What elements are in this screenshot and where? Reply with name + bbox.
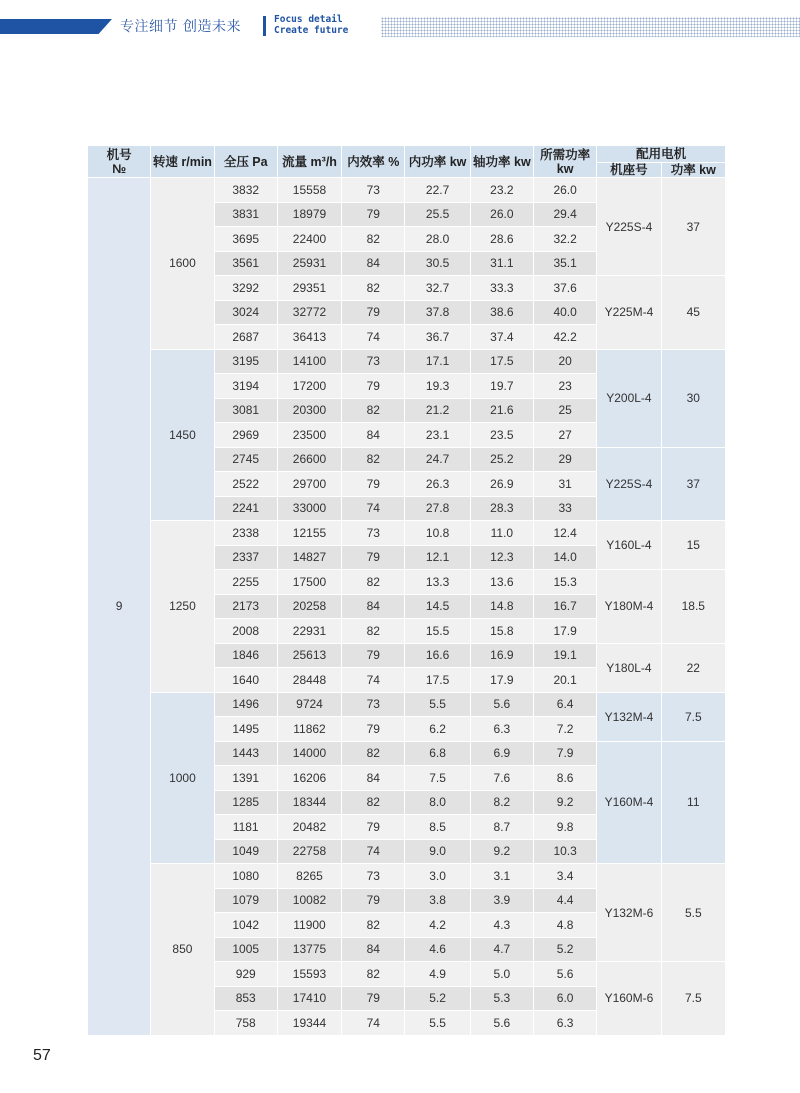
pressure-cell: 2338 xyxy=(214,521,277,546)
internal-power-cell: 9.0 xyxy=(405,839,470,864)
efficiency-cell: 82 xyxy=(342,570,405,595)
motor-power-cell: 7.5 xyxy=(661,692,725,741)
efficiency-cell: 74 xyxy=(342,496,405,521)
pressure-cell: 3832 xyxy=(214,178,277,203)
efficiency-cell: 74 xyxy=(342,1011,405,1036)
efficiency-cell: 82 xyxy=(342,962,405,987)
header-model-label: 机号 xyxy=(106,147,132,162)
required-power-cell: 32.2 xyxy=(534,227,597,252)
header-separator xyxy=(263,16,266,36)
internal-power-cell: 36.7 xyxy=(405,325,470,350)
motor-frame-cell: Y225M-4 xyxy=(597,276,661,350)
pressure-cell: 3695 xyxy=(214,227,277,252)
efficiency-cell: 79 xyxy=(342,374,405,399)
speed-cell: 850 xyxy=(151,864,214,1036)
motor-frame-cell: Y180M-4 xyxy=(597,570,661,644)
motor-frame-cell: Y225S-4 xyxy=(597,178,661,276)
header-internal-power: 内功率 kw xyxy=(405,146,470,178)
motor-power-cell: 22 xyxy=(661,643,725,692)
flow-cell: 8265 xyxy=(277,864,341,889)
header-flow: 流量 m³/h xyxy=(277,146,341,178)
speed-cell: 1000 xyxy=(151,692,214,864)
pressure-cell: 1846 xyxy=(214,643,277,668)
shaft-power-cell: 13.6 xyxy=(470,570,533,595)
shaft-power-cell: 37.4 xyxy=(470,325,533,350)
shaft-power-cell: 38.6 xyxy=(470,300,533,325)
flow-cell: 28448 xyxy=(277,668,341,693)
required-power-cell: 20.1 xyxy=(534,668,597,693)
required-power-cell: 25 xyxy=(534,398,597,423)
speed-cell: 1600 xyxy=(151,178,214,350)
motor-frame-cell: Y160L-4 xyxy=(597,521,661,570)
internal-power-cell: 4.6 xyxy=(405,937,470,962)
internal-power-cell: 25.5 xyxy=(405,202,470,227)
header-motor-frame: 机座号 xyxy=(597,163,661,178)
pressure-cell: 2255 xyxy=(214,570,277,595)
required-power-cell: 4.8 xyxy=(534,913,597,938)
efficiency-cell: 79 xyxy=(342,717,405,742)
pressure-cell: 1495 xyxy=(214,717,277,742)
flow-cell: 18344 xyxy=(277,790,341,815)
shaft-power-cell: 21.6 xyxy=(470,398,533,423)
efficiency-cell: 74 xyxy=(342,325,405,350)
flow-cell: 11900 xyxy=(277,913,341,938)
required-power-cell: 9.2 xyxy=(534,790,597,815)
internal-power-cell: 8.0 xyxy=(405,790,470,815)
efficiency-cell: 79 xyxy=(342,643,405,668)
pressure-cell: 2241 xyxy=(214,496,277,521)
internal-power-cell: 4.2 xyxy=(405,913,470,938)
shaft-power-cell: 5.6 xyxy=(470,692,533,717)
shaft-power-cell: 12.3 xyxy=(470,545,533,570)
pressure-cell: 1181 xyxy=(214,815,277,840)
shaft-power-cell: 28.3 xyxy=(470,496,533,521)
flow-cell: 20300 xyxy=(277,398,341,423)
motor-power-cell: 18.5 xyxy=(661,570,725,644)
efficiency-cell: 74 xyxy=(342,839,405,864)
required-power-cell: 26.0 xyxy=(534,178,597,203)
required-power-cell: 17.9 xyxy=(534,619,597,644)
internal-power-cell: 21.2 xyxy=(405,398,470,423)
header-pressure: 全压 Pa xyxy=(214,146,277,178)
internal-power-cell: 6.8 xyxy=(405,741,470,766)
shaft-power-cell: 5.6 xyxy=(470,1011,533,1036)
pressure-cell: 1640 xyxy=(214,668,277,693)
required-power-cell: 35.1 xyxy=(534,251,597,276)
flow-cell: 17500 xyxy=(277,570,341,595)
table-row xyxy=(88,521,726,546)
flow-cell: 22400 xyxy=(277,227,341,252)
pressure-cell: 3081 xyxy=(214,398,277,423)
efficiency-cell: 84 xyxy=(342,937,405,962)
flow-cell: 23500 xyxy=(277,423,341,448)
efficiency-cell: 79 xyxy=(342,545,405,570)
internal-power-cell: 7.5 xyxy=(405,766,470,791)
pressure-cell: 853 xyxy=(214,986,277,1011)
flow-cell: 18979 xyxy=(277,202,341,227)
flow-cell: 20482 xyxy=(277,815,341,840)
header-model-sub: № xyxy=(112,161,127,176)
pressure-cell: 1080 xyxy=(214,864,277,889)
motor-frame-cell: Y132M-6 xyxy=(597,864,661,962)
shaft-power-cell: 3.9 xyxy=(470,888,533,913)
shaft-power-cell: 23.2 xyxy=(470,178,533,203)
flow-cell: 10082 xyxy=(277,888,341,913)
efficiency-cell: 73 xyxy=(342,864,405,889)
table-body xyxy=(88,178,726,1036)
required-power-cell: 40.0 xyxy=(534,300,597,325)
header-accent-bar xyxy=(0,19,112,34)
flow-cell: 11862 xyxy=(277,717,341,742)
header-slogan-en-line2: Create future xyxy=(274,25,349,36)
required-power-cell: 20 xyxy=(534,349,597,374)
flow-cell: 13775 xyxy=(277,937,341,962)
required-power-cell: 9.8 xyxy=(534,815,597,840)
required-power-cell: 29 xyxy=(534,447,597,472)
motor-power-cell: 37 xyxy=(661,178,725,276)
header-shaft-power: 轴功率 kw xyxy=(470,146,533,178)
required-power-cell: 12.4 xyxy=(534,521,597,546)
flow-cell: 9724 xyxy=(277,692,341,717)
internal-power-cell: 23.1 xyxy=(405,423,470,448)
speed-cell: 1450 xyxy=(151,349,214,521)
efficiency-cell: 79 xyxy=(342,986,405,1011)
shaft-power-cell: 8.7 xyxy=(470,815,533,840)
efficiency-cell: 82 xyxy=(342,276,405,301)
efficiency-cell: 82 xyxy=(342,913,405,938)
shaft-power-cell: 33.3 xyxy=(470,276,533,301)
speed-cell: 1250 xyxy=(151,521,214,693)
pressure-cell: 1049 xyxy=(214,839,277,864)
flow-cell: 25931 xyxy=(277,251,341,276)
required-power-cell: 16.7 xyxy=(534,594,597,619)
shaft-power-cell: 6.3 xyxy=(470,717,533,742)
internal-power-cell: 12.1 xyxy=(405,545,470,570)
motor-frame-cell: Y160M-6 xyxy=(597,962,661,1036)
flow-cell: 22931 xyxy=(277,619,341,644)
efficiency-cell: 79 xyxy=(342,300,405,325)
shaft-power-cell: 17.5 xyxy=(470,349,533,374)
required-power-cell: 5.6 xyxy=(534,962,597,987)
internal-power-cell: 5.5 xyxy=(405,1011,470,1036)
flow-cell: 15558 xyxy=(277,178,341,203)
internal-power-cell: 15.5 xyxy=(405,619,470,644)
pressure-cell: 1042 xyxy=(214,913,277,938)
motor-power-cell: 7.5 xyxy=(661,962,725,1036)
shaft-power-cell: 11.0 xyxy=(470,521,533,546)
shaft-power-cell: 25.2 xyxy=(470,447,533,472)
header-model xyxy=(88,146,151,178)
required-power-cell: 6.4 xyxy=(534,692,597,717)
required-power-cell: 6.3 xyxy=(534,1011,597,1036)
required-power-cell: 42.2 xyxy=(534,325,597,350)
internal-power-cell: 22.7 xyxy=(405,178,470,203)
internal-power-cell: 24.7 xyxy=(405,447,470,472)
pressure-cell: 1496 xyxy=(214,692,277,717)
pressure-cell: 758 xyxy=(214,1011,277,1036)
internal-power-cell: 32.7 xyxy=(405,276,470,301)
efficiency-cell: 73 xyxy=(342,692,405,717)
pressure-cell: 2745 xyxy=(214,447,277,472)
motor-power-cell: 15 xyxy=(661,521,725,570)
flow-cell: 12155 xyxy=(277,521,341,546)
table-row xyxy=(88,864,726,889)
pressure-cell: 1443 xyxy=(214,741,277,766)
motor-frame-cell: Y200L-4 xyxy=(597,349,661,447)
flow-cell: 33000 xyxy=(277,496,341,521)
required-power-cell: 7.9 xyxy=(534,741,597,766)
efficiency-cell: 73 xyxy=(342,521,405,546)
shaft-power-cell: 19.7 xyxy=(470,374,533,399)
efficiency-cell: 82 xyxy=(342,227,405,252)
pressure-cell: 1005 xyxy=(214,937,277,962)
motor-power-cell: 5.5 xyxy=(661,864,725,962)
pressure-cell: 2173 xyxy=(214,594,277,619)
required-power-cell: 7.2 xyxy=(534,717,597,742)
internal-power-cell: 17.5 xyxy=(405,668,470,693)
flow-cell: 29351 xyxy=(277,276,341,301)
efficiency-cell: 82 xyxy=(342,398,405,423)
flow-cell: 26600 xyxy=(277,447,341,472)
internal-power-cell: 28.0 xyxy=(405,227,470,252)
flow-cell: 14827 xyxy=(277,545,341,570)
pressure-cell: 3194 xyxy=(214,374,277,399)
page-number: 57 xyxy=(33,1047,51,1064)
motor-power-cell: 45 xyxy=(661,276,725,350)
flow-cell: 14000 xyxy=(277,741,341,766)
pressure-cell: 3561 xyxy=(214,251,277,276)
pressure-cell: 3831 xyxy=(214,202,277,227)
internal-power-cell: 16.6 xyxy=(405,643,470,668)
required-power-cell: 19.1 xyxy=(534,643,597,668)
flow-cell: 17410 xyxy=(277,986,341,1011)
required-power-cell: 10.3 xyxy=(534,839,597,864)
required-power-cell: 27 xyxy=(534,423,597,448)
pressure-cell: 1391 xyxy=(214,766,277,791)
shaft-power-cell: 8.2 xyxy=(470,790,533,815)
efficiency-cell: 84 xyxy=(342,594,405,619)
efficiency-cell: 82 xyxy=(342,790,405,815)
pressure-cell: 1285 xyxy=(214,790,277,815)
required-power-cell: 4.4 xyxy=(534,888,597,913)
header-slogan-en-line1: Focus detail xyxy=(274,14,343,25)
efficiency-cell: 82 xyxy=(342,447,405,472)
shaft-power-cell: 14.8 xyxy=(470,594,533,619)
pressure-cell: 2687 xyxy=(214,325,277,350)
internal-power-cell: 17.1 xyxy=(405,349,470,374)
required-power-cell: 23 xyxy=(534,374,597,399)
required-power-cell: 14.0 xyxy=(534,545,597,570)
internal-power-cell: 10.8 xyxy=(405,521,470,546)
header-required-power-label: 所需功率 xyxy=(540,147,591,162)
required-power-cell: 37.6 xyxy=(534,276,597,301)
required-power-cell: 8.6 xyxy=(534,766,597,791)
efficiency-cell: 79 xyxy=(342,815,405,840)
efficiency-cell: 84 xyxy=(342,766,405,791)
internal-power-cell: 26.3 xyxy=(405,472,470,497)
header-required-power xyxy=(534,146,597,178)
shaft-power-cell: 26.0 xyxy=(470,202,533,227)
efficiency-cell: 79 xyxy=(342,202,405,227)
required-power-cell: 15.3 xyxy=(534,570,597,595)
shaft-power-cell: 15.8 xyxy=(470,619,533,644)
required-power-cell: 29.4 xyxy=(534,202,597,227)
header-efficiency: 内效率 % xyxy=(342,146,405,178)
header-slogan-en xyxy=(274,14,348,36)
internal-power-cell: 5.2 xyxy=(405,986,470,1011)
internal-power-cell: 6.2 xyxy=(405,717,470,742)
shaft-power-cell: 16.9 xyxy=(470,643,533,668)
required-power-cell: 31 xyxy=(534,472,597,497)
efficiency-cell: 84 xyxy=(342,251,405,276)
internal-power-cell: 13.3 xyxy=(405,570,470,595)
efficiency-cell: 82 xyxy=(342,619,405,644)
internal-power-cell: 19.3 xyxy=(405,374,470,399)
table-row xyxy=(88,349,726,374)
required-power-cell: 5.2 xyxy=(534,937,597,962)
efficiency-cell: 73 xyxy=(342,349,405,374)
pressure-cell: 3024 xyxy=(214,300,277,325)
flow-cell: 17200 xyxy=(277,374,341,399)
shaft-power-cell: 17.9 xyxy=(470,668,533,693)
required-power-cell: 6.0 xyxy=(534,986,597,1011)
flow-cell: 14100 xyxy=(277,349,341,374)
motor-frame-cell: Y180L-4 xyxy=(597,643,661,692)
motor-frame-cell: Y132M-4 xyxy=(597,692,661,741)
shaft-power-cell: 4.3 xyxy=(470,913,533,938)
motor-power-cell: 37 xyxy=(661,447,725,521)
flow-cell: 22758 xyxy=(277,839,341,864)
efficiency-cell: 82 xyxy=(342,741,405,766)
pressure-cell: 3292 xyxy=(214,276,277,301)
shaft-power-cell: 3.1 xyxy=(470,864,533,889)
internal-power-cell: 37.8 xyxy=(405,300,470,325)
shaft-power-cell: 5.3 xyxy=(470,986,533,1011)
table-row xyxy=(88,178,726,203)
pressure-cell: 1079 xyxy=(214,888,277,913)
efficiency-cell: 84 xyxy=(342,423,405,448)
pressure-cell: 2008 xyxy=(214,619,277,644)
shaft-power-cell: 7.6 xyxy=(470,766,533,791)
flow-cell: 19344 xyxy=(277,1011,341,1036)
performance-table xyxy=(87,145,726,1036)
shaft-power-cell: 31.1 xyxy=(470,251,533,276)
pressure-cell: 3195 xyxy=(214,349,277,374)
internal-power-cell: 5.5 xyxy=(405,692,470,717)
efficiency-cell: 79 xyxy=(342,472,405,497)
shaft-power-cell: 28.6 xyxy=(470,227,533,252)
shaft-power-cell: 9.2 xyxy=(470,839,533,864)
pressure-cell: 929 xyxy=(214,962,277,987)
internal-power-cell: 30.5 xyxy=(405,251,470,276)
internal-power-cell: 3.0 xyxy=(405,864,470,889)
motor-frame-cell: Y160M-4 xyxy=(597,741,661,864)
pressure-cell: 2337 xyxy=(214,545,277,570)
flow-cell: 15593 xyxy=(277,962,341,987)
flow-cell: 32772 xyxy=(277,300,341,325)
required-power-cell: 33 xyxy=(534,496,597,521)
shaft-power-cell: 5.0 xyxy=(470,962,533,987)
header-speed: 转速 r/min xyxy=(151,146,214,178)
flow-cell: 29700 xyxy=(277,472,341,497)
internal-power-cell: 27.8 xyxy=(405,496,470,521)
motor-frame-cell: Y225S-4 xyxy=(597,447,661,521)
internal-power-cell: 8.5 xyxy=(405,815,470,840)
flow-cell: 25613 xyxy=(277,643,341,668)
shaft-power-cell: 4.7 xyxy=(470,937,533,962)
motor-power-cell: 30 xyxy=(661,349,725,447)
header-motor: 配用电机 xyxy=(597,146,726,163)
efficiency-cell: 73 xyxy=(342,178,405,203)
pressure-cell: 2969 xyxy=(214,423,277,448)
efficiency-cell: 79 xyxy=(342,888,405,913)
header-slogan-cn: 专注细节 创造未来 xyxy=(120,19,241,35)
internal-power-cell: 3.8 xyxy=(405,888,470,913)
required-power-cell: 3.4 xyxy=(534,864,597,889)
shaft-power-cell: 26.9 xyxy=(470,472,533,497)
pressure-cell: 2522 xyxy=(214,472,277,497)
header-required-power-unit: kw xyxy=(556,161,574,176)
shaft-power-cell: 6.9 xyxy=(470,741,533,766)
motor-power-cell: 11 xyxy=(661,741,725,864)
header-motor-power: 功率 kw xyxy=(661,163,725,178)
flow-cell: 20258 xyxy=(277,594,341,619)
flow-cell: 36413 xyxy=(277,325,341,350)
model-number-cell: 9 xyxy=(88,178,151,1036)
efficiency-cell: 74 xyxy=(342,668,405,693)
shaft-power-cell: 23.5 xyxy=(470,423,533,448)
internal-power-cell: 4.9 xyxy=(405,962,470,987)
internal-power-cell: 14.5 xyxy=(405,594,470,619)
table-row xyxy=(88,692,726,717)
header-dot-pattern xyxy=(381,17,800,37)
flow-cell: 16206 xyxy=(277,766,341,791)
